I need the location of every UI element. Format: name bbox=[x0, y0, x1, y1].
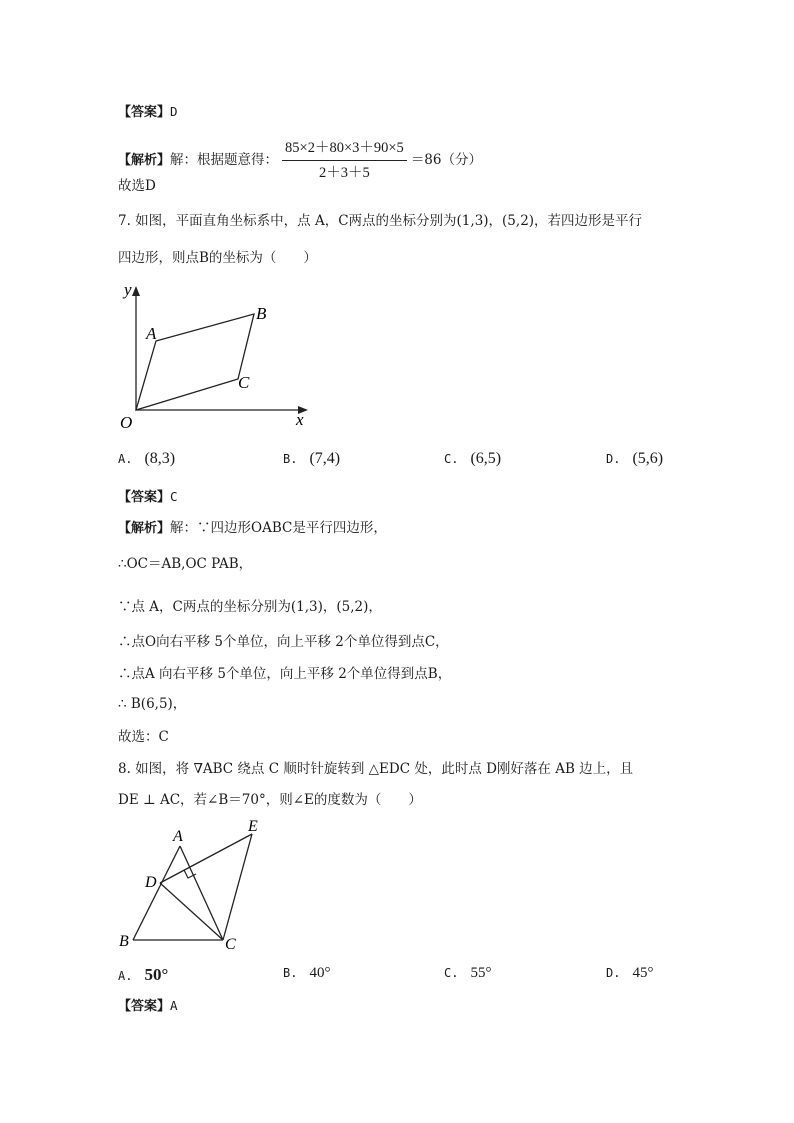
option-value: (8,3) bbox=[144, 450, 176, 467]
option-value: (7,4) bbox=[309, 450, 341, 467]
q7-analysis-line5: ∴点A 向右平移 5个单位，向上平移 2个单位得到点B， bbox=[118, 666, 452, 682]
option-label: C. bbox=[444, 452, 459, 466]
q7-option-a bbox=[118, 450, 175, 468]
segment-ac bbox=[180, 846, 223, 940]
option-value: 40° bbox=[309, 965, 331, 981]
q8-stem-line1: 8. 如图，将 ∇ABC 绕点 C 顺时针旋转到 △EDC 处，此时点 D刚好落在 AB 边上，且 bbox=[118, 761, 634, 777]
answer-value: A bbox=[170, 998, 178, 1013]
segment-dc bbox=[160, 883, 223, 940]
label-x: x bbox=[296, 410, 304, 429]
segment-ab bbox=[133, 846, 180, 940]
option-value: 50° bbox=[144, 965, 169, 984]
q7-analysis-line2: ∴OC＝AB,OC PAB， bbox=[118, 556, 253, 572]
option-value: 45° bbox=[632, 965, 654, 981]
q7-option-c bbox=[444, 450, 501, 468]
label-y: y bbox=[124, 280, 132, 299]
label-b: B bbox=[119, 933, 129, 950]
answer-value: D bbox=[170, 104, 178, 119]
q7-analysis-line3: ∵点 A，C两点的坐标分别为(1,3)，(5,2)， bbox=[118, 599, 382, 615]
q7-option-d bbox=[606, 450, 663, 468]
q6-answer-line bbox=[118, 102, 178, 123]
q7-stem-line2: 四边形，则点B的坐标为（ ） bbox=[118, 250, 317, 266]
q8-option-a bbox=[118, 965, 168, 985]
q6-conclusion: 故选D bbox=[118, 178, 156, 194]
label-d: D bbox=[145, 874, 157, 891]
answer-tag: 【答案】 bbox=[118, 105, 171, 120]
q7-parallelogram-figure bbox=[118, 280, 318, 433]
q8-option-b bbox=[283, 965, 330, 982]
fraction-numerator: 85×2＋80×3＋90×5 bbox=[282, 138, 407, 161]
q7-analysis-line1 bbox=[118, 518, 387, 539]
fraction-result: ＝86（分） bbox=[410, 152, 482, 168]
option-label: A. bbox=[118, 452, 133, 466]
q8-answer-line bbox=[118, 996, 178, 1017]
label-o: O bbox=[120, 413, 133, 432]
label-a: A bbox=[173, 828, 183, 845]
option-label: B. bbox=[283, 966, 298, 980]
q7-option-b bbox=[283, 450, 340, 468]
option-label: D. bbox=[606, 452, 621, 466]
segment-ec bbox=[223, 834, 252, 940]
q7-analysis-line6: ∴ B(6,5)， bbox=[118, 696, 187, 712]
q8-option-d bbox=[606, 965, 653, 982]
option-label: C. bbox=[444, 966, 459, 980]
option-value: (6,5) bbox=[470, 450, 502, 467]
analysis-prefix: 解：根据题意得： bbox=[170, 152, 279, 168]
label-b: B bbox=[256, 304, 267, 323]
option-label: A. bbox=[118, 969, 133, 983]
answer-tag: 【答案】 bbox=[118, 490, 171, 505]
option-value: (5,6) bbox=[632, 450, 664, 467]
label-e: E bbox=[248, 818, 258, 835]
q8-stem-line2: DE ⊥ AC，若∠B＝70°，则∠E的度数为（ ） bbox=[118, 792, 422, 808]
label-c: C bbox=[238, 373, 250, 392]
analysis-tag: 【解析】 bbox=[118, 521, 171, 536]
analysis-text: 解：∵四边形OABC是平行四边形， bbox=[170, 520, 387, 536]
q6-analysis-line bbox=[118, 138, 482, 183]
analysis-tag: 【解析】 bbox=[118, 153, 171, 168]
answer-value: C bbox=[170, 489, 178, 504]
answer-tag: 【答案】 bbox=[118, 999, 171, 1014]
option-value: 55° bbox=[470, 965, 492, 981]
q7-analysis-line4: ∴点O向右平移 5个单位，向上平移 2个单位得到点C， bbox=[118, 634, 449, 650]
label-a: A bbox=[146, 324, 157, 343]
q7-stem-line1: 7. 如图，平面直角坐标系中，点 A，C两点的坐标分别为(1,3)，(5,2)，若四边形是平行 bbox=[118, 213, 643, 229]
fraction-denominator: 2＋3＋5 bbox=[319, 165, 370, 181]
label-c: C bbox=[225, 936, 236, 953]
q7-conclusion: 故选：C bbox=[118, 729, 169, 745]
y-axis-arrow-icon bbox=[132, 286, 140, 296]
q7-answer-line bbox=[118, 487, 178, 508]
weighted-average-fraction bbox=[282, 138, 407, 183]
option-label: B. bbox=[283, 452, 298, 466]
q8-rotation-figure bbox=[115, 818, 275, 958]
q8-option-c bbox=[444, 965, 491, 982]
option-label: D. bbox=[606, 966, 621, 980]
